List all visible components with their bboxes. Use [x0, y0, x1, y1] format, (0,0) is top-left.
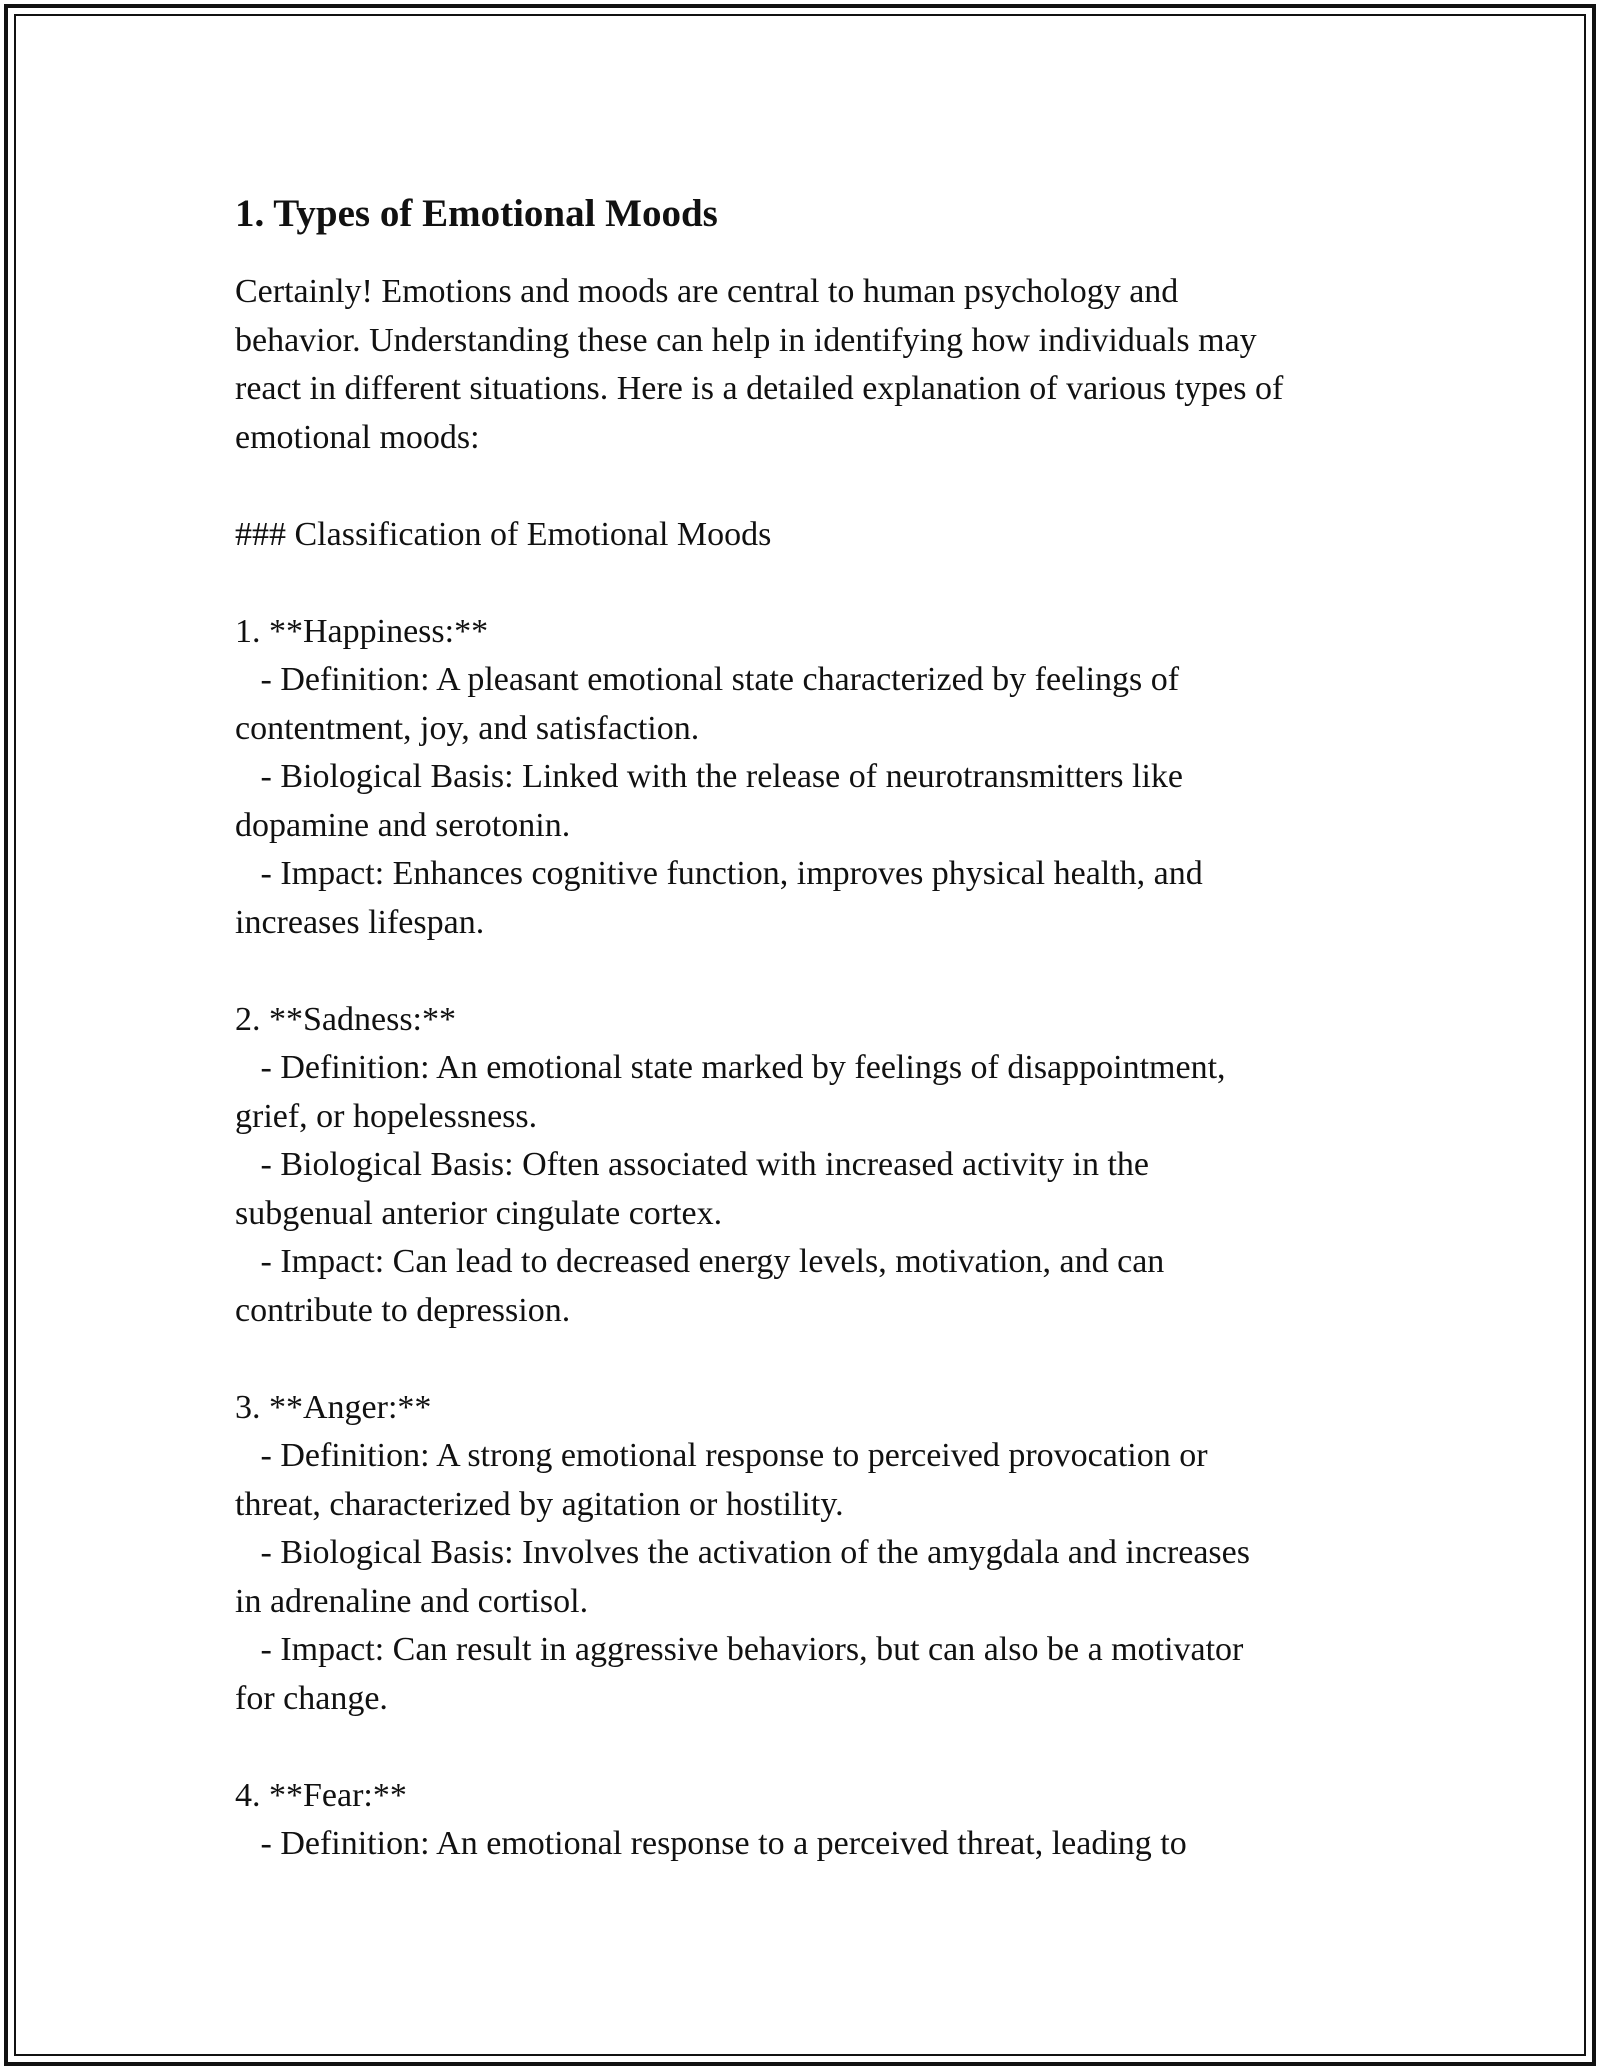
- document-title: 1. Types of Emotional Moods: [235, 192, 718, 235]
- document-content: [235, 186, 1385, 1869]
- document-body: Certainly! Emotions and moods are central to human psychology and behavior. Understanding these can help in identifying how individuals may react in different situations. Here is a detailed explanation of various types of emotional moods: ### Classification of Emotional Moods 1. **Happiness:** - Definition: A pleasant emotional state characterized by feelings of contentment, joy, and satisfaction. - Biological Basis: Linked with the release of neurotransmitters like dopamine and serotonin. - Impact: Enhances cognitive function, improves physical health, and increases lifespan. 2. **Sadness:** - Definition: An emotional state marked by feelings of disappointment, grief, or hopelessness. - Biological Basis: Often associated with increased activity in the subgenual anterior cingulate cortex. - Impact: Can lead to decreased energy levels, motivation, and can contribute to depression. 3. **Anger:** - Definition: A strong emotional response to perceived provocation or threat, characterized by agitation or hostility. - Biological Basis: Involves the activation of the amygdala and increases in adrenaline and cortisol. - Impact: Can result in aggressive behaviors, but can also be a motivator for change. 4. **Fear:** - Definition: An emotional response to a perceived threat, leading to: [235, 273, 1284, 1862]
